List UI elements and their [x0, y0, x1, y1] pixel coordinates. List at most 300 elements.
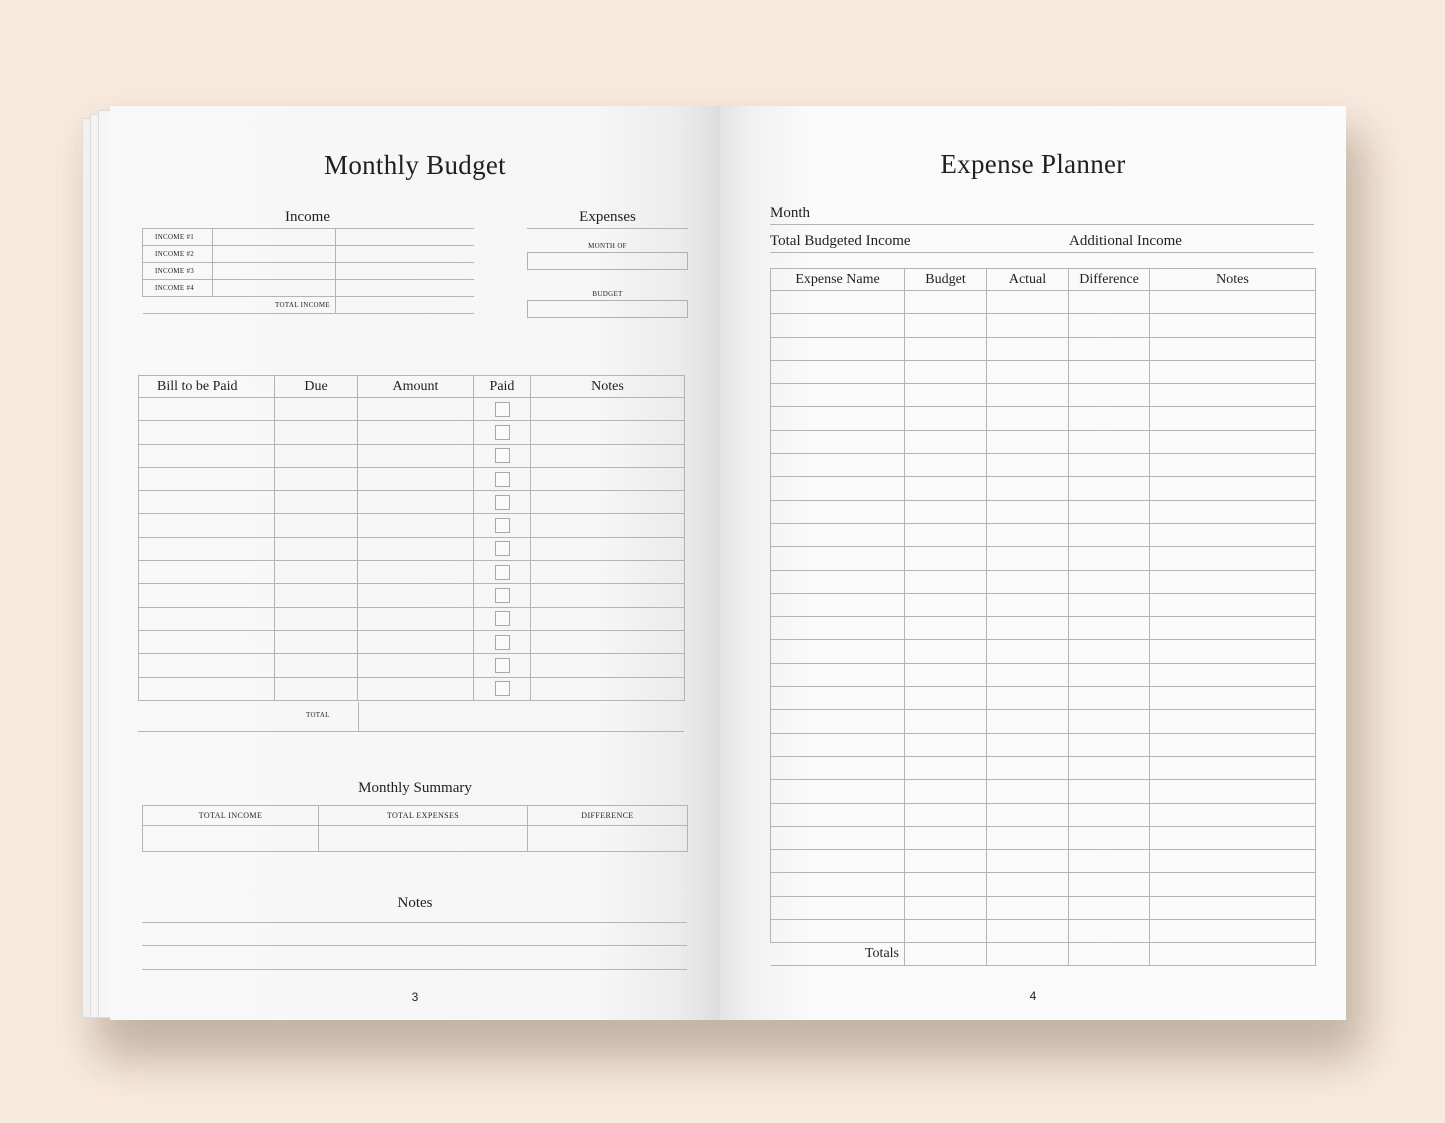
expense-cell[interactable]: [771, 803, 905, 826]
paid-checkbox[interactable]: [495, 402, 510, 417]
paid-cell[interactable]: [474, 677, 531, 700]
paid-cell[interactable]: [474, 491, 531, 514]
expense-cell[interactable]: [1069, 430, 1150, 453]
bill-cell[interactable]: [531, 584, 685, 607]
expense-cell[interactable]: [1069, 756, 1150, 779]
expense-cell[interactable]: [987, 896, 1069, 919]
bill-cell[interactable]: [358, 421, 474, 444]
expense-cell[interactable]: [1150, 873, 1316, 896]
table-row: [771, 687, 1316, 710]
expense-cell[interactable]: [905, 640, 987, 663]
expense-cell[interactable]: [987, 384, 1069, 407]
expense-cell[interactable]: [771, 826, 905, 849]
expense-column-header: Notes: [1150, 269, 1316, 291]
expense-cell[interactable]: [1069, 617, 1150, 640]
income-label: INCOME #2: [143, 246, 213, 263]
expense-cell[interactable]: [771, 360, 905, 383]
income-line[interactable]: [770, 252, 1314, 253]
expense-cell[interactable]: [987, 850, 1069, 873]
expense-cell[interactable]: [905, 850, 987, 873]
expense-cell[interactable]: [905, 523, 987, 546]
expense-cell[interactable]: [905, 873, 987, 896]
expense-cell[interactable]: [1069, 710, 1150, 733]
table-row: [771, 920, 1316, 943]
expense-cell[interactable]: [1069, 407, 1150, 430]
bill-cell[interactable]: [139, 444, 275, 467]
bill-cell[interactable]: [358, 630, 474, 653]
table-row: [771, 873, 1316, 896]
table-row: [771, 803, 1316, 826]
expense-cell[interactable]: [987, 477, 1069, 500]
expense-cell[interactable]: [771, 547, 905, 570]
expense-cell[interactable]: [905, 430, 987, 453]
totals-difference-cell[interactable]: [1069, 943, 1150, 966]
expense-cell[interactable]: [987, 803, 1069, 826]
month-of-label: MONTH OF: [588, 242, 627, 250]
summary-table: [142, 805, 688, 852]
expense-cell[interactable]: [1069, 896, 1150, 919]
bill-cell[interactable]: [275, 630, 358, 653]
income-label: INCOME #3: [143, 263, 213, 280]
expense-cell[interactable]: [987, 756, 1069, 779]
expense-cell[interactable]: [1150, 710, 1316, 733]
expense-cell[interactable]: [905, 733, 987, 756]
expense-cell[interactable]: [1069, 850, 1150, 873]
expense-cell[interactable]: [1150, 920, 1316, 943]
bill-cell[interactable]: [358, 584, 474, 607]
paid-cell[interactable]: [474, 514, 531, 537]
income-amount-cell[interactable]: [336, 280, 474, 297]
total-budgeted-income-label: Total Budgeted Income: [770, 233, 911, 249]
notes-line[interactable]: [142, 922, 687, 923]
expense-cell[interactable]: [987, 733, 1069, 756]
expense-cell[interactable]: [905, 314, 987, 337]
paid-cell[interactable]: [474, 537, 531, 560]
bills-table: [138, 375, 685, 701]
expense-cell[interactable]: [1069, 640, 1150, 663]
totals-actual-cell[interactable]: [987, 943, 1069, 966]
expense-cell[interactable]: [1150, 430, 1316, 453]
income-label: INCOME #4: [143, 280, 213, 297]
table-row: [139, 537, 685, 560]
table-row: [139, 654, 685, 677]
total-income-cell[interactable]: [336, 297, 474, 314]
expenses-heading: Expenses: [579, 209, 636, 225]
paid-checkbox[interactable]: [495, 495, 510, 510]
expense-cell[interactable]: [1069, 477, 1150, 500]
expense-cell[interactable]: [1150, 850, 1316, 873]
expense-cell[interactable]: [987, 337, 1069, 360]
expense-cell[interactable]: [1150, 360, 1316, 383]
expense-cell[interactable]: [1150, 547, 1316, 570]
paid-cell[interactable]: [474, 584, 531, 607]
expense-cell[interactable]: [1069, 593, 1150, 616]
bill-cell[interactable]: [275, 491, 358, 514]
expense-cell[interactable]: [1069, 826, 1150, 849]
expense-cell[interactable]: [1150, 663, 1316, 686]
bill-cell[interactable]: [275, 561, 358, 584]
expense-cell[interactable]: [905, 547, 987, 570]
bill-cell[interactable]: [139, 630, 275, 653]
expense-cell[interactable]: [1069, 920, 1150, 943]
bills-column-header: Notes: [531, 376, 685, 398]
expense-cell[interactable]: [1150, 570, 1316, 593]
table-row: [771, 430, 1316, 453]
expense-cell[interactable]: [1069, 500, 1150, 523]
bill-cell[interactable]: [531, 630, 685, 653]
income-source-cell[interactable]: [213, 280, 336, 297]
expense-cell[interactable]: [1069, 733, 1150, 756]
expense-cell[interactable]: [771, 663, 905, 686]
expense-cell[interactable]: [905, 407, 987, 430]
table-row: [771, 500, 1316, 523]
table-row: [771, 850, 1316, 873]
expense-cell[interactable]: [1069, 547, 1150, 570]
expense-cell[interactable]: [771, 733, 905, 756]
bill-cell[interactable]: [358, 607, 474, 630]
expense-cell[interactable]: [1069, 337, 1150, 360]
paid-checkbox[interactable]: [495, 448, 510, 463]
expense-cell[interactable]: [1150, 896, 1316, 919]
bill-cell[interactable]: [139, 654, 275, 677]
expense-cell[interactable]: [771, 314, 905, 337]
paid-checkbox[interactable]: [495, 518, 510, 533]
expense-cell[interactable]: [987, 663, 1069, 686]
paid-checkbox[interactable]: [495, 658, 510, 673]
expense-cell[interactable]: [1069, 663, 1150, 686]
expense-cell[interactable]: [905, 826, 987, 849]
expense-cell[interactable]: [1150, 337, 1316, 360]
bill-cell[interactable]: [531, 398, 685, 421]
expense-cell[interactable]: [905, 337, 987, 360]
expense-cell[interactable]: [1069, 873, 1150, 896]
expense-cell[interactable]: [987, 920, 1069, 943]
expense-cell[interactable]: [771, 756, 905, 779]
expense-cell[interactable]: [905, 663, 987, 686]
expense-cell[interactable]: [771, 477, 905, 500]
expense-cell[interactable]: [905, 896, 987, 919]
totals-notes-cell[interactable]: [1150, 943, 1316, 966]
total-income-label: TOTAL INCOME: [143, 297, 336, 314]
expense-cell[interactable]: [1150, 314, 1316, 337]
bill-cell[interactable]: [275, 654, 358, 677]
paid-checkbox[interactable]: [495, 541, 510, 556]
expense-cell[interactable]: [905, 617, 987, 640]
income-source-cell[interactable]: [213, 246, 336, 263]
expense-cell[interactable]: [1150, 593, 1316, 616]
notes-heading: Notes: [397, 895, 433, 911]
expense-cell[interactable]: [1150, 780, 1316, 803]
budget-field[interactable]: [527, 300, 688, 318]
totals-row: [771, 943, 1316, 966]
expense-cell[interactable]: [1069, 523, 1150, 546]
expense-cell[interactable]: [905, 384, 987, 407]
bill-cell[interactable]: [139, 677, 275, 700]
expense-cell[interactable]: [1150, 291, 1316, 314]
expense-cell[interactable]: [1069, 314, 1150, 337]
expense-cell[interactable]: [905, 291, 987, 314]
expense-cell[interactable]: [771, 570, 905, 593]
bill-cell[interactable]: [531, 491, 685, 514]
expense-cell[interactable]: [1150, 523, 1316, 546]
bills-column-header: Amount: [358, 376, 474, 398]
bill-cell[interactable]: [139, 607, 275, 630]
bill-cell[interactable]: [358, 514, 474, 537]
expense-cell[interactable]: [771, 640, 905, 663]
table-row: [771, 407, 1316, 430]
bill-cell[interactable]: [358, 491, 474, 514]
month-line[interactable]: [770, 224, 1314, 225]
summary-difference-cell[interactable]: [528, 826, 688, 852]
bill-cell[interactable]: [358, 654, 474, 677]
bill-cell[interactable]: [275, 421, 358, 444]
table-row: [771, 360, 1316, 383]
bills-column-header: Due: [275, 376, 358, 398]
expense-cell[interactable]: [987, 873, 1069, 896]
expense-cell[interactable]: [1150, 454, 1316, 477]
table-row: [771, 896, 1316, 919]
expense-cell[interactable]: [771, 687, 905, 710]
expense-cell[interactable]: [771, 384, 905, 407]
bill-cell[interactable]: [531, 467, 685, 490]
bill-cell[interactable]: [358, 537, 474, 560]
bill-cell[interactable]: [531, 677, 685, 700]
page-title: Monthly Budget: [324, 150, 506, 180]
expense-cell[interactable]: [987, 547, 1069, 570]
expense-cell[interactable]: [771, 896, 905, 919]
expense-cell[interactable]: [771, 430, 905, 453]
expense-cell[interactable]: [987, 687, 1069, 710]
expense-cell[interactable]: [771, 291, 905, 314]
table-row: [139, 607, 685, 630]
summary-heading: Monthly Summary: [358, 780, 472, 796]
expense-cell[interactable]: [771, 617, 905, 640]
expense-cell[interactable]: [1150, 687, 1316, 710]
right-page: [720, 106, 1346, 1020]
bill-cell[interactable]: [275, 444, 358, 467]
paid-checkbox[interactable]: [495, 588, 510, 603]
month-of-field[interactable]: [527, 252, 688, 270]
bill-cell[interactable]: [275, 677, 358, 700]
expense-cell[interactable]: [987, 640, 1069, 663]
page-number: 3: [411, 990, 419, 1004]
expense-cell[interactable]: [987, 617, 1069, 640]
bill-cell[interactable]: [139, 561, 275, 584]
bill-cell[interactable]: [531, 654, 685, 677]
paid-checkbox[interactable]: [495, 635, 510, 650]
expense-cell[interactable]: [987, 360, 1069, 383]
totals-budget-cell[interactable]: [905, 943, 987, 966]
budget-label: BUDGET: [592, 290, 623, 298]
additional-income-label: Additional Income: [1069, 233, 1182, 249]
expense-cell[interactable]: [905, 570, 987, 593]
expense-cell[interactable]: [1150, 640, 1316, 663]
left-page: [110, 106, 720, 1020]
expense-cell[interactable]: [905, 920, 987, 943]
expense-cell[interactable]: [905, 756, 987, 779]
paid-cell[interactable]: [474, 561, 531, 584]
expense-cell[interactable]: [987, 314, 1069, 337]
expense-cell[interactable]: [771, 593, 905, 616]
table-row: [771, 454, 1316, 477]
expense-cell[interactable]: [987, 523, 1069, 546]
bill-cell[interactable]: [139, 537, 275, 560]
expense-cell[interactable]: [771, 780, 905, 803]
expense-cell[interactable]: [905, 780, 987, 803]
expense-cell[interactable]: [771, 710, 905, 733]
expense-cell[interactable]: [1150, 756, 1316, 779]
paid-checkbox[interactable]: [495, 425, 510, 440]
expense-column-header: Actual: [987, 269, 1069, 291]
expense-cell[interactable]: [987, 570, 1069, 593]
bills-total-label: TOTAL: [306, 711, 330, 719]
expense-cell[interactable]: [1150, 803, 1316, 826]
income-source-cell[interactable]: [213, 229, 336, 246]
income-row: [143, 246, 474, 263]
expense-cell[interactable]: [905, 454, 987, 477]
expense-cell[interactable]: [1069, 570, 1150, 593]
expense-cell[interactable]: [771, 407, 905, 430]
paid-cell[interactable]: [474, 467, 531, 490]
divider: [138, 731, 684, 732]
expense-cell[interactable]: [1069, 291, 1150, 314]
expense-cell[interactable]: [771, 337, 905, 360]
expense-cell[interactable]: [905, 803, 987, 826]
expense-cell[interactable]: [1150, 500, 1316, 523]
bill-cell[interactable]: [531, 444, 685, 467]
expense-cell[interactable]: [1069, 454, 1150, 477]
bill-cell[interactable]: [275, 537, 358, 560]
expense-cell[interactable]: [905, 687, 987, 710]
expense-cell[interactable]: [905, 477, 987, 500]
expense-cell[interactable]: [987, 780, 1069, 803]
divider: [527, 228, 688, 229]
notes-line[interactable]: [142, 945, 687, 946]
expense-cell[interactable]: [987, 593, 1069, 616]
bill-cell[interactable]: [139, 514, 275, 537]
bill-cell[interactable]: [275, 607, 358, 630]
month-label: Month: [770, 205, 811, 221]
table-row: [139, 467, 685, 490]
paid-cell[interactable]: [474, 444, 531, 467]
expense-cell[interactable]: [987, 454, 1069, 477]
expense-cell[interactable]: [1150, 384, 1316, 407]
income-amount-cell[interactable]: [336, 229, 474, 246]
bill-cell[interactable]: [139, 584, 275, 607]
bill-cell[interactable]: [531, 607, 685, 630]
expense-cell[interactable]: [905, 710, 987, 733]
table-row: [139, 421, 685, 444]
table-row: [771, 593, 1316, 616]
paid-cell[interactable]: [474, 421, 531, 444]
paid-checkbox[interactable]: [495, 611, 510, 626]
table-row: [771, 733, 1316, 756]
paid-checkbox[interactable]: [495, 681, 510, 696]
expense-table: [770, 268, 1316, 966]
expense-cell[interactable]: [1150, 733, 1316, 756]
paid-cell[interactable]: [474, 654, 531, 677]
bill-cell[interactable]: [531, 561, 685, 584]
table-row: [139, 561, 685, 584]
divider: [358, 702, 359, 731]
expense-cell[interactable]: [987, 500, 1069, 523]
bill-cell[interactable]: [139, 398, 275, 421]
income-source-cell[interactable]: [213, 263, 336, 280]
table-row: [771, 384, 1316, 407]
bill-cell[interactable]: [358, 677, 474, 700]
bill-cell[interactable]: [139, 467, 275, 490]
expense-cell[interactable]: [905, 593, 987, 616]
bill-cell[interactable]: [139, 491, 275, 514]
income-amount-cell[interactable]: [336, 263, 474, 280]
expense-cell[interactable]: [1150, 617, 1316, 640]
paid-checkbox[interactable]: [495, 472, 510, 487]
bill-cell[interactable]: [358, 444, 474, 467]
expense-cell[interactable]: [771, 873, 905, 896]
expense-cell[interactable]: [905, 360, 987, 383]
expense-cell[interactable]: [1069, 360, 1150, 383]
bill-cell[interactable]: [275, 398, 358, 421]
bill-cell[interactable]: [358, 398, 474, 421]
totals-label: Totals: [771, 943, 905, 966]
expense-cell[interactable]: [1069, 384, 1150, 407]
expense-cell[interactable]: [771, 500, 905, 523]
bill-cell[interactable]: [358, 467, 474, 490]
table-row: [771, 291, 1316, 314]
expense-cell[interactable]: [771, 920, 905, 943]
expense-cell[interactable]: [1150, 826, 1316, 849]
summary-column-header: DIFFERENCE: [528, 806, 688, 826]
table-row: [771, 663, 1316, 686]
bill-cell[interactable]: [531, 421, 685, 444]
paid-cell[interactable]: [474, 398, 531, 421]
income-amount-cell[interactable]: [336, 246, 474, 263]
notes-line[interactable]: [142, 969, 687, 970]
bill-cell[interactable]: [358, 561, 474, 584]
paid-cell[interactable]: [474, 630, 531, 653]
table-row: [771, 570, 1316, 593]
expense-cell[interactable]: [1150, 407, 1316, 430]
bill-cell[interactable]: [139, 421, 275, 444]
paid-cell[interactable]: [474, 607, 531, 630]
expense-cell[interactable]: [771, 850, 905, 873]
table-row: [139, 491, 685, 514]
expense-cell[interactable]: [1069, 803, 1150, 826]
income-row: [143, 229, 474, 246]
expense-cell[interactable]: [1069, 780, 1150, 803]
expense-cell[interactable]: [905, 500, 987, 523]
expense-cell[interactable]: [987, 710, 1069, 733]
expense-cell[interactable]: [1069, 687, 1150, 710]
expense-cell[interactable]: [771, 454, 905, 477]
bill-cell[interactable]: [275, 514, 358, 537]
summary-column-header: TOTAL EXPENSES: [319, 806, 528, 826]
expense-cell[interactable]: [771, 523, 905, 546]
bill-cell[interactable]: [275, 467, 358, 490]
expense-cell[interactable]: [987, 430, 1069, 453]
paid-checkbox[interactable]: [495, 565, 510, 580]
summary-total-expenses-cell[interactable]: [319, 826, 528, 852]
bill-cell[interactable]: [275, 584, 358, 607]
table-row: [771, 640, 1316, 663]
summary-total-income-cell[interactable]: [143, 826, 319, 852]
expense-cell[interactable]: [1150, 477, 1316, 500]
expense-cell[interactable]: [987, 291, 1069, 314]
expense-cell[interactable]: [987, 826, 1069, 849]
bill-cell[interactable]: [531, 537, 685, 560]
bill-cell[interactable]: [531, 514, 685, 537]
expense-cell[interactable]: [987, 407, 1069, 430]
